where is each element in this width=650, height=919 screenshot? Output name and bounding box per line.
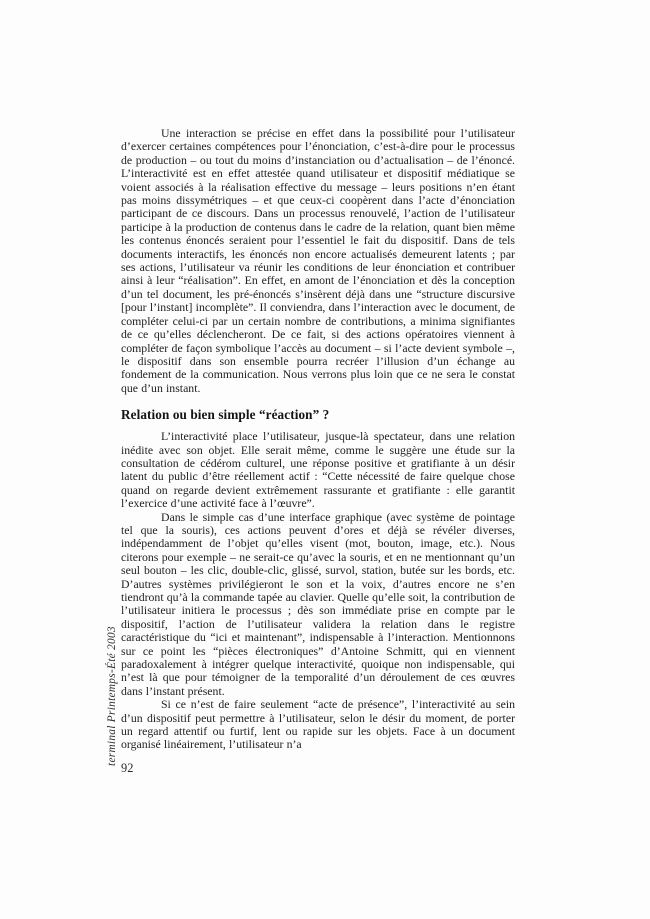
body-paragraph: L’interactivité place l’utilisateur, jusque-là spectateur, dans une relation inédite avec son objet. Elle serait même, comme le suggère une étude sur la consultation de cédérom culturel, une réponse positive et gratifiante à un désir latent du public d’être réellement actif : “Cette nécessité de faire quelque chose quand on regarde devient extrêmement rassurante et gratifiante : elle garantit l’exercice d’une activité face à l’œuvre”. — [121, 429, 515, 511]
section-heading: Relation ou bien simple “réaction” ? — [121, 407, 330, 423]
body-paragraph: Dans le simple cas d’une interface graphique (avec système de pointage tel que la souris), ces actions peuvent d’ores et déjà se révéler diverses, indépendamment de l’objet qu’elles visent (mot, bouton, image, etc.). Nous citerons pour exemple – ne serait-ce qu’avec la souris, et en ne mentionnant qu’un seul bouton – les clic, double-clic, glissé, survol, station, butée sur les bords, etc. D’autres systèmes privilégieront le son et la voix, d’autres encore ne s’en tiendront qu’à la commande tapée au clavier. Quelle qu’elle soit, la contribution de l’utilisateur initiera le processus ; dès son immédiate prise en compte par le dispositif, l’action de l’utilisateur validera la relation dans le registre caractéristique du “ici et maintenant”, indispensable à l’interaction. Mentionnons sur ce point les “pièces électroniques” d’Antoine Schmitt, qui en viennent paradoxalement à intégrer quelque interactivité, quoique non indispensable, qui n’est là que pour témoigner de la temporalité d’un déroulement de ces œuvres dans l’instant présent. — [121, 509, 515, 698]
journal-running-title: terminal Printemps-Été 2003 — [106, 626, 118, 766]
article-body — [121, 127, 515, 776]
page-number: 92 — [121, 760, 134, 775]
body-paragraph: Si ce n’est de faire seulement “acte de présence”, l’interactivité au sein d’un dispositif peut permettre à l’utilisateur, selon le désir du moment, de porter un regard attentif ou furtif, lent ou rapide sur les objets. Face à un document organisé linéairement, l’utilisateur n’a — [121, 697, 515, 752]
body-paragraph: Une interaction se précise en effet dans la possibilité pour l’utilisateur d’exercer certaines compétences pour l’énonciation, c’est-à-dire pour le processus de production – ou tout du moins d’instanciation ou d’actualisation – de l’énoncé. L’interactivité est en effet attestée quand utilisateur et dispositif médiatique se voient associés à la réalisation effective du message – leurs positions n’en étant pas moins dissymétriques – et que ceux-ci coopèrent dans l’acte d’énonciation participant de ce discours. Dans un processus renouvelé, l’action de l’utilisateur participe à la production de contenus dans le cadre de la relation, quant bien même les contenus énoncés seraient pour l’essentiel le fait du dispositif. Dans de tels documents interactifs, les énoncés non encore actualisés demeurent latents ; par ses actions, l’utilisateur va réunir les conditions de leur énonciation et contribuer ainsi à leur “réalisation”. En effet, en amont de l’énonciation et dès la conception d’un tel document, les pré-énoncés s’insèrent déjà dans une “structure discursive [pour l’instant] incomplète”. Il conviendra, dans l’interaction avec le document, de compléter celui-ci par un certain nombre de contributions, a minima signifiantes de ce qu’elles déclencheront. De ce fait, si des actions opératoires viennent à compléter de façon symbolique l’accès au document – si l’acte devient symbole –, le dispositif dans son ensemble pourra recréer l’illusion d’un échange au fondement de la communication. Nous verrons plus loin que ce ne sera le constat que d’un instant. — [121, 126, 515, 395]
